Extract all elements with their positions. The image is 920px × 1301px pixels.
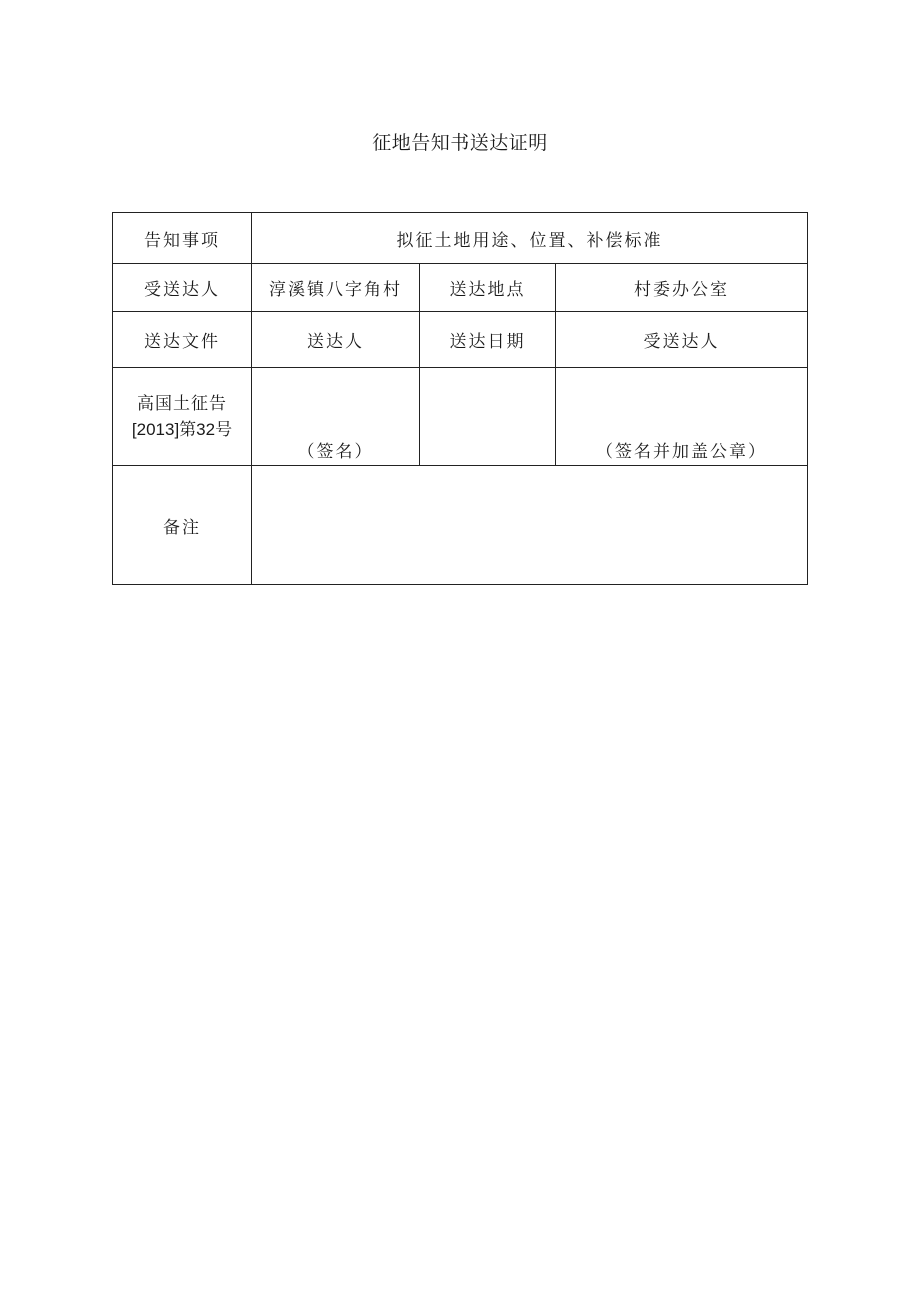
deliverer-header-cell: 送达人	[252, 312, 420, 368]
recipient-value-cell: 淳溪镇八字角村	[252, 264, 420, 312]
document-label-cell: 送达文件	[113, 312, 252, 368]
recipient-label-cell: 受送达人	[113, 264, 252, 312]
table-row	[113, 466, 808, 585]
remarks-value-cell[interactable]	[252, 466, 808, 585]
table-row	[113, 264, 808, 312]
deliverer-signature-cell[interactable]	[252, 368, 420, 466]
place-value-cell: 村委办公室	[556, 264, 808, 312]
document-number-line1: 高国土征告	[137, 393, 227, 414]
recipient-header-cell: 受送达人	[556, 312, 808, 368]
notice-label-cell: 告知事项	[113, 213, 252, 264]
place-label-cell: 送达地点	[420, 264, 556, 312]
deliverer-signature-hint: （签名）	[297, 442, 374, 462]
document-number-cell	[113, 368, 252, 466]
delivery-date-cell[interactable]	[420, 368, 556, 466]
recipient-signature-cell[interactable]	[556, 368, 808, 466]
table-row	[113, 368, 808, 466]
delivery-proof-table	[112, 212, 808, 585]
document-number-line2: [2013]第32号	[131, 419, 233, 439]
document-title: 征地告知书送达证明	[372, 132, 548, 154]
table-row	[113, 312, 808, 368]
document-number	[113, 392, 251, 442]
notice-value-cell: 拟征土地用途、位置、补偿标准	[252, 213, 808, 264]
table-row	[113, 213, 808, 264]
date-header-cell: 送达日期	[420, 312, 556, 368]
recipient-signature-hint: （签名并加盖公章）	[596, 442, 767, 462]
remarks-label-cell: 备注	[113, 466, 252, 585]
